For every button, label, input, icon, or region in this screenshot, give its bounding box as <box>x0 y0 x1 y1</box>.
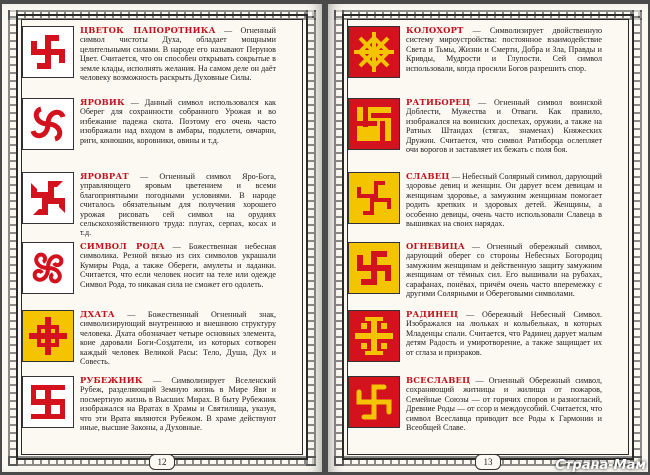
entry-title: СЛАВЕЦ <box>406 171 450 181</box>
entry <box>348 98 602 160</box>
entry-title: РАДИНЕЦ <box>406 309 459 319</box>
entry-text: — Обережный Небесный Символ. Изображался на люльках и колыбельках, в которых Младенцы спали. Считается, что Радинец дарует малым детям Радость и умиротворение, а также защищает их от сглаза и призраков. <box>406 310 602 357</box>
rubezhnik-symbol-icon <box>22 376 74 428</box>
radinets-symbol-icon <box>348 310 400 362</box>
entry <box>348 172 602 234</box>
entry-title: ЯРОВРАТ <box>80 171 129 181</box>
entry-title: РУБЕЖНИК <box>80 375 143 385</box>
entry <box>22 98 276 160</box>
entry-text: — Символизирует двойственную систему мироустройства: постоянное взаимодействие Света и Тьмы, Жизни и Смерти, Добра и Зла, Правды и Кривды, Мудрости и Глупости. Сей символ использовали, когда просили Богов разрешить спор. <box>406 26 602 73</box>
site-watermark: Страна-Мам <box>555 458 646 473</box>
entry-text: — Огненный обережный символ, дарующий оберег со стороны Небесных Богородиц замужним женщинам и действенную защиту замужним женщинам от тёмных сил. Его вышивали на рубахах, сарафанах, понёвах, причём очень часто вперемежку с другими Солярными и Обереговыми символами. <box>406 242 602 299</box>
right-page <box>328 4 648 472</box>
entry <box>348 26 602 88</box>
page-number: 12 <box>149 454 175 470</box>
left-page <box>2 4 322 472</box>
entry-title: ЦВЕТОК ПАПОРОТНИКА <box>80 25 216 35</box>
ratiborets-symbol-icon <box>348 98 400 150</box>
entry <box>348 242 602 304</box>
entry <box>22 242 276 304</box>
entry <box>22 26 276 88</box>
dhata-symbol-icon <box>22 310 74 362</box>
fern-flower-symbol-icon <box>22 26 74 78</box>
entry-title: КОЛОХОРТ <box>406 25 464 35</box>
kolohort-symbol-icon <box>348 26 400 78</box>
entry <box>22 310 276 372</box>
entry-title: ДХАТА <box>80 309 115 319</box>
entry-text: — Божественный Огненный знак, символизирующий внутреннюю и внешнюю структуру человека. Дхата обозначает четыре основных элемента, коие даровали Боги-Создатели, из которых сотворен каждый человек Великой Расы: Тело, Душа, Дух и Совесть. <box>80 310 276 367</box>
entry-text: — Небесный Солярный символ, дарующий здоровье девиц и женщин. Он дарует всем девицам и женщинам здоровье, а замужним женщинам помогает родить крепких и здоровых детей. Женщины, а особенно девицы, очень часто использовали Славеца в вышивках на своих нарядах. <box>406 172 602 229</box>
entry <box>348 376 602 438</box>
entry <box>22 376 276 438</box>
entry-title: СИМВОЛ РОДА <box>80 241 165 251</box>
entry <box>22 171 277 238</box>
entry-text: — Огненный Обережный символ, сохраняющий житницы и жилища от пожаров, Семейные Союзы — от горячих споров и разногласий, Древние Роды — от ссор и междоусобий. Считается, что символ Всеславца приводит все Роды к Гармонии и Всеобщей Славе. <box>406 376 603 433</box>
entry-text: — Огненный символ воинской Доблести, Мужества и Отваги. Как правило, изображался на воинских доспехах, оружии, а также на Ратных Штандах (стягах, знаменах) Княжеских Дружин. Считается, что символ Ратиборца ослепляет очи ворогов и заставляет их бежать с поля боя. <box>406 98 602 155</box>
entry-text: — Огненный символ Яро-Бога, управляющего яровым цветением и всеми благоприятными погодными условиями. В народе считалось обязательным для получения хорошего урожая рисовать сей символ на орудиях сельскохозяйственного труда: плугах, серпах, косах и т.д. <box>80 172 277 238</box>
entry-title: ВСЕСЛАВЕЦ <box>406 375 471 385</box>
rod-symbol-icon <box>22 242 74 294</box>
vseslavets-symbol-icon <box>348 376 400 428</box>
entry-title: РАТИБОРЕЦ <box>406 97 471 107</box>
entry <box>348 310 602 372</box>
slavets-symbol-icon <box>348 172 400 224</box>
page-number: 13 <box>475 454 501 470</box>
ognevitsa-symbol-icon <box>348 242 400 294</box>
entry-text: — Божественная небесная символика. Резной вязью из сих символов украшали Кумиры Рода, а также Обереги, амулеты и ладанки. Считается, что если человек носит на теле или одежде Символ Рода, то никакая сила не сможет его одолеть. <box>80 242 276 289</box>
entry-text: — Данный символ использовался как Оберег для сохранности собранного Урожая и во избежание падежа скота. Поэтому его очень часто изображали над входом в амбары, подклети, овчарни, риги, конюшни, коровники, овины и т.д. <box>80 98 276 145</box>
yarovrat-symbol-icon <box>22 172 74 224</box>
entry-text: — Огненный символ чистоты Духа, обладает мощными целительными силами. В народе его называют Перунов Цвет. Считается, что он способен открывать сокрытые в земле клады, исполнять желания. На самом деле он даёт человеку возможность раскрыть Духовные Силы. <box>80 26 276 83</box>
entry-text: — Символизирует Вселенский Рубеж, разделяющий Земную жизнь в Мире Яви и посмертную жизнь в Высших Мирах. В быту Рубежник изображался на Вратах в Храмы и Святилища, указуя, что эти Врата являются Рубежом. В храме действуют иные, высшие Законы, а Духовные. <box>80 376 276 433</box>
entry-title: ОГНЕВИЦА <box>406 241 465 251</box>
entry-title: ЯРОВИК <box>80 97 125 107</box>
yarovik-symbol-icon <box>22 98 74 150</box>
